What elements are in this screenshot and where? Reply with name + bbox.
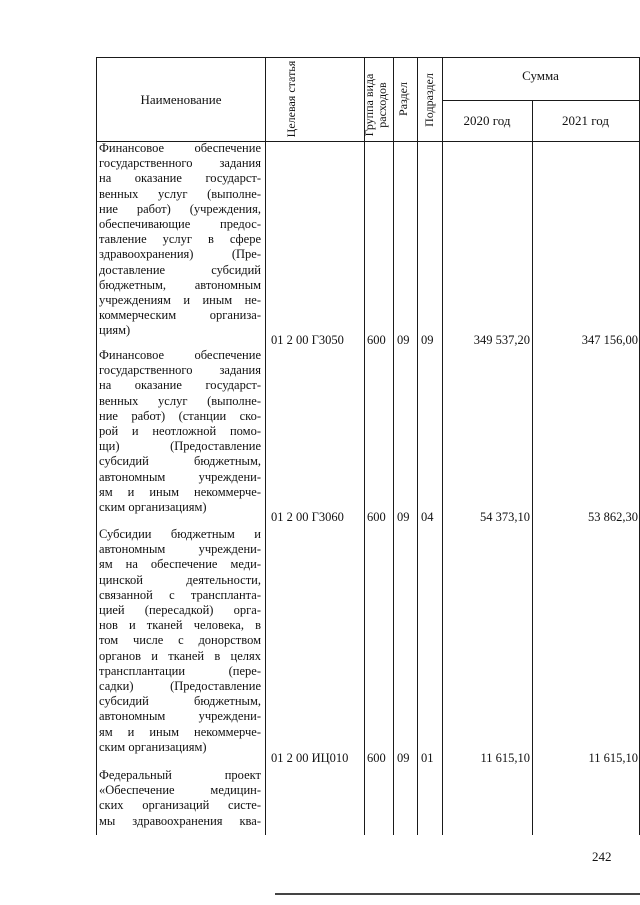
row-3-line: автономным учреждени- [99,542,261,557]
row-4-line: Федеральный проект [99,768,261,782]
row-1-line: циям) [99,323,131,338]
col-divider-2 [364,57,365,835]
row-3-line: садки) (Предоставление [99,679,261,694]
header-sum: Сумма [522,68,559,83]
row-1-code: 01 2 00 Г3050 [271,333,344,347]
footer-rule [275,893,640,895]
row-3-line: связанной с транспланта- [99,587,261,602]
header-expense-group-text: Группа вида расходов [362,73,389,137]
row-1-line: бюджетным, автономным [99,277,261,292]
row-3-name [99,527,261,755]
row-1-line: доставление субсидий [99,262,261,277]
row-2-line: щи) (Предоставление [99,439,261,454]
header-year-2021: 2021 год [562,113,609,128]
row-2-line: государственного задания [99,363,261,378]
row-1-subsection: 09 [421,333,434,347]
row-1-line: на оказание государст- [99,171,261,186]
row-4-line: ских организаций систе- [99,798,261,813]
col-divider-5 [442,57,443,835]
row-3-2021: 11 615,10 [588,751,638,765]
row-1-line: тавление услуг в сфере [99,232,261,247]
row-4-line: мы здравоохранения ква- [99,813,261,828]
row-2-line: Финансовое обеспечение [99,348,261,362]
row-1-line: коммерческим организа- [99,308,261,323]
table-top-border [96,57,640,58]
row-1-line: учреждениям и иным не- [99,293,261,308]
row-1-group: 600 [367,333,386,347]
row-1-2021: 347 156,00 [581,333,638,347]
page-number: 242 [592,849,612,864]
row-1-name [99,141,261,339]
row-3-line: органов и тканей в целях [99,648,261,663]
col-divider-4 [417,57,418,835]
row-1-line: Финансовое обеспечение [99,141,261,155]
row-3-line: Субсидии бюджетным и [99,527,261,541]
row-2-section: 09 [397,510,410,524]
row-3-line: цией (пересадкой) орга- [99,603,261,618]
row-3-line: ям и иным некоммерче- [99,724,261,739]
row-2-line: автономным учреждени- [99,469,261,484]
row-2-line: венных услуг (выполне- [99,393,261,408]
left-border [96,57,97,835]
row-2-line: рой и неотложной помо- [99,424,261,439]
sum-subheader-border [442,100,640,101]
row-1-line: обеспечивающие предос- [99,217,261,232]
row-3-section: 09 [397,751,410,765]
row-4-name [99,768,261,829]
row-3-line: цинской деятельности, [99,572,261,587]
row-3-subsection: 01 [421,751,434,765]
row-3-line: автономным учреждени- [99,709,261,724]
col-divider-6 [532,100,533,835]
row-1-line: венных услуг (выполне- [99,186,261,201]
row-2-group: 600 [367,510,386,524]
row-3-line: субсидий бюджетным, [99,694,261,709]
row-3-line: ям на обеспечение меди- [99,557,261,572]
header-target-article-text: Целевая статья [284,60,298,138]
header-expense-group [363,65,391,145]
header-subsection [423,60,437,140]
row-3-2020: 11 615,10 [480,751,530,765]
row-2-line: ям и иным некоммерче- [99,484,261,499]
col-divider-1 [265,57,266,835]
row-2-name [99,348,261,515]
header-name: Наименование [140,92,222,107]
row-3-line: том числе с донорством [99,633,261,648]
header-target-article [285,58,313,140]
row-1-line: здравоохранения) (Пре- [99,247,261,262]
row-2-line: субсидий бюджетным, [99,454,261,469]
row-3-line: трансплантации (пере- [99,663,261,678]
row-1-2020: 349 537,20 [473,333,530,347]
row-3-code: 01 2 00 ИЦ010 [271,751,349,765]
row-2-subsection: 04 [421,510,434,524]
row-1-line: ние работ) (учреждения, [99,201,261,216]
row-1-section: 09 [397,333,410,347]
row-2-code: 01 2 00 Г3060 [271,510,344,524]
row-2-2020: 54 373,10 [480,510,530,524]
row-2-line: ние работ) (станции ско- [99,408,261,423]
header-subsection-text: Подраздел [422,73,436,127]
header-section [397,69,411,129]
col-divider-3 [393,57,394,835]
row-3-group: 600 [367,751,386,765]
row-4-line: «Обеспечение медицин- [99,783,261,798]
header-section-text: Раздел [396,82,410,116]
row-2-2021: 53 862,30 [588,510,638,524]
row-2-line: на оказание государст- [99,378,261,393]
row-3-line: ским организациям) [99,739,207,754]
header-year-2020: 2020 год [463,113,511,128]
row-1-line: государственного задания [99,156,261,171]
row-2-line: ским организациям) [99,500,207,515]
row-3-line: нов и тканей человека, в [99,618,261,633]
